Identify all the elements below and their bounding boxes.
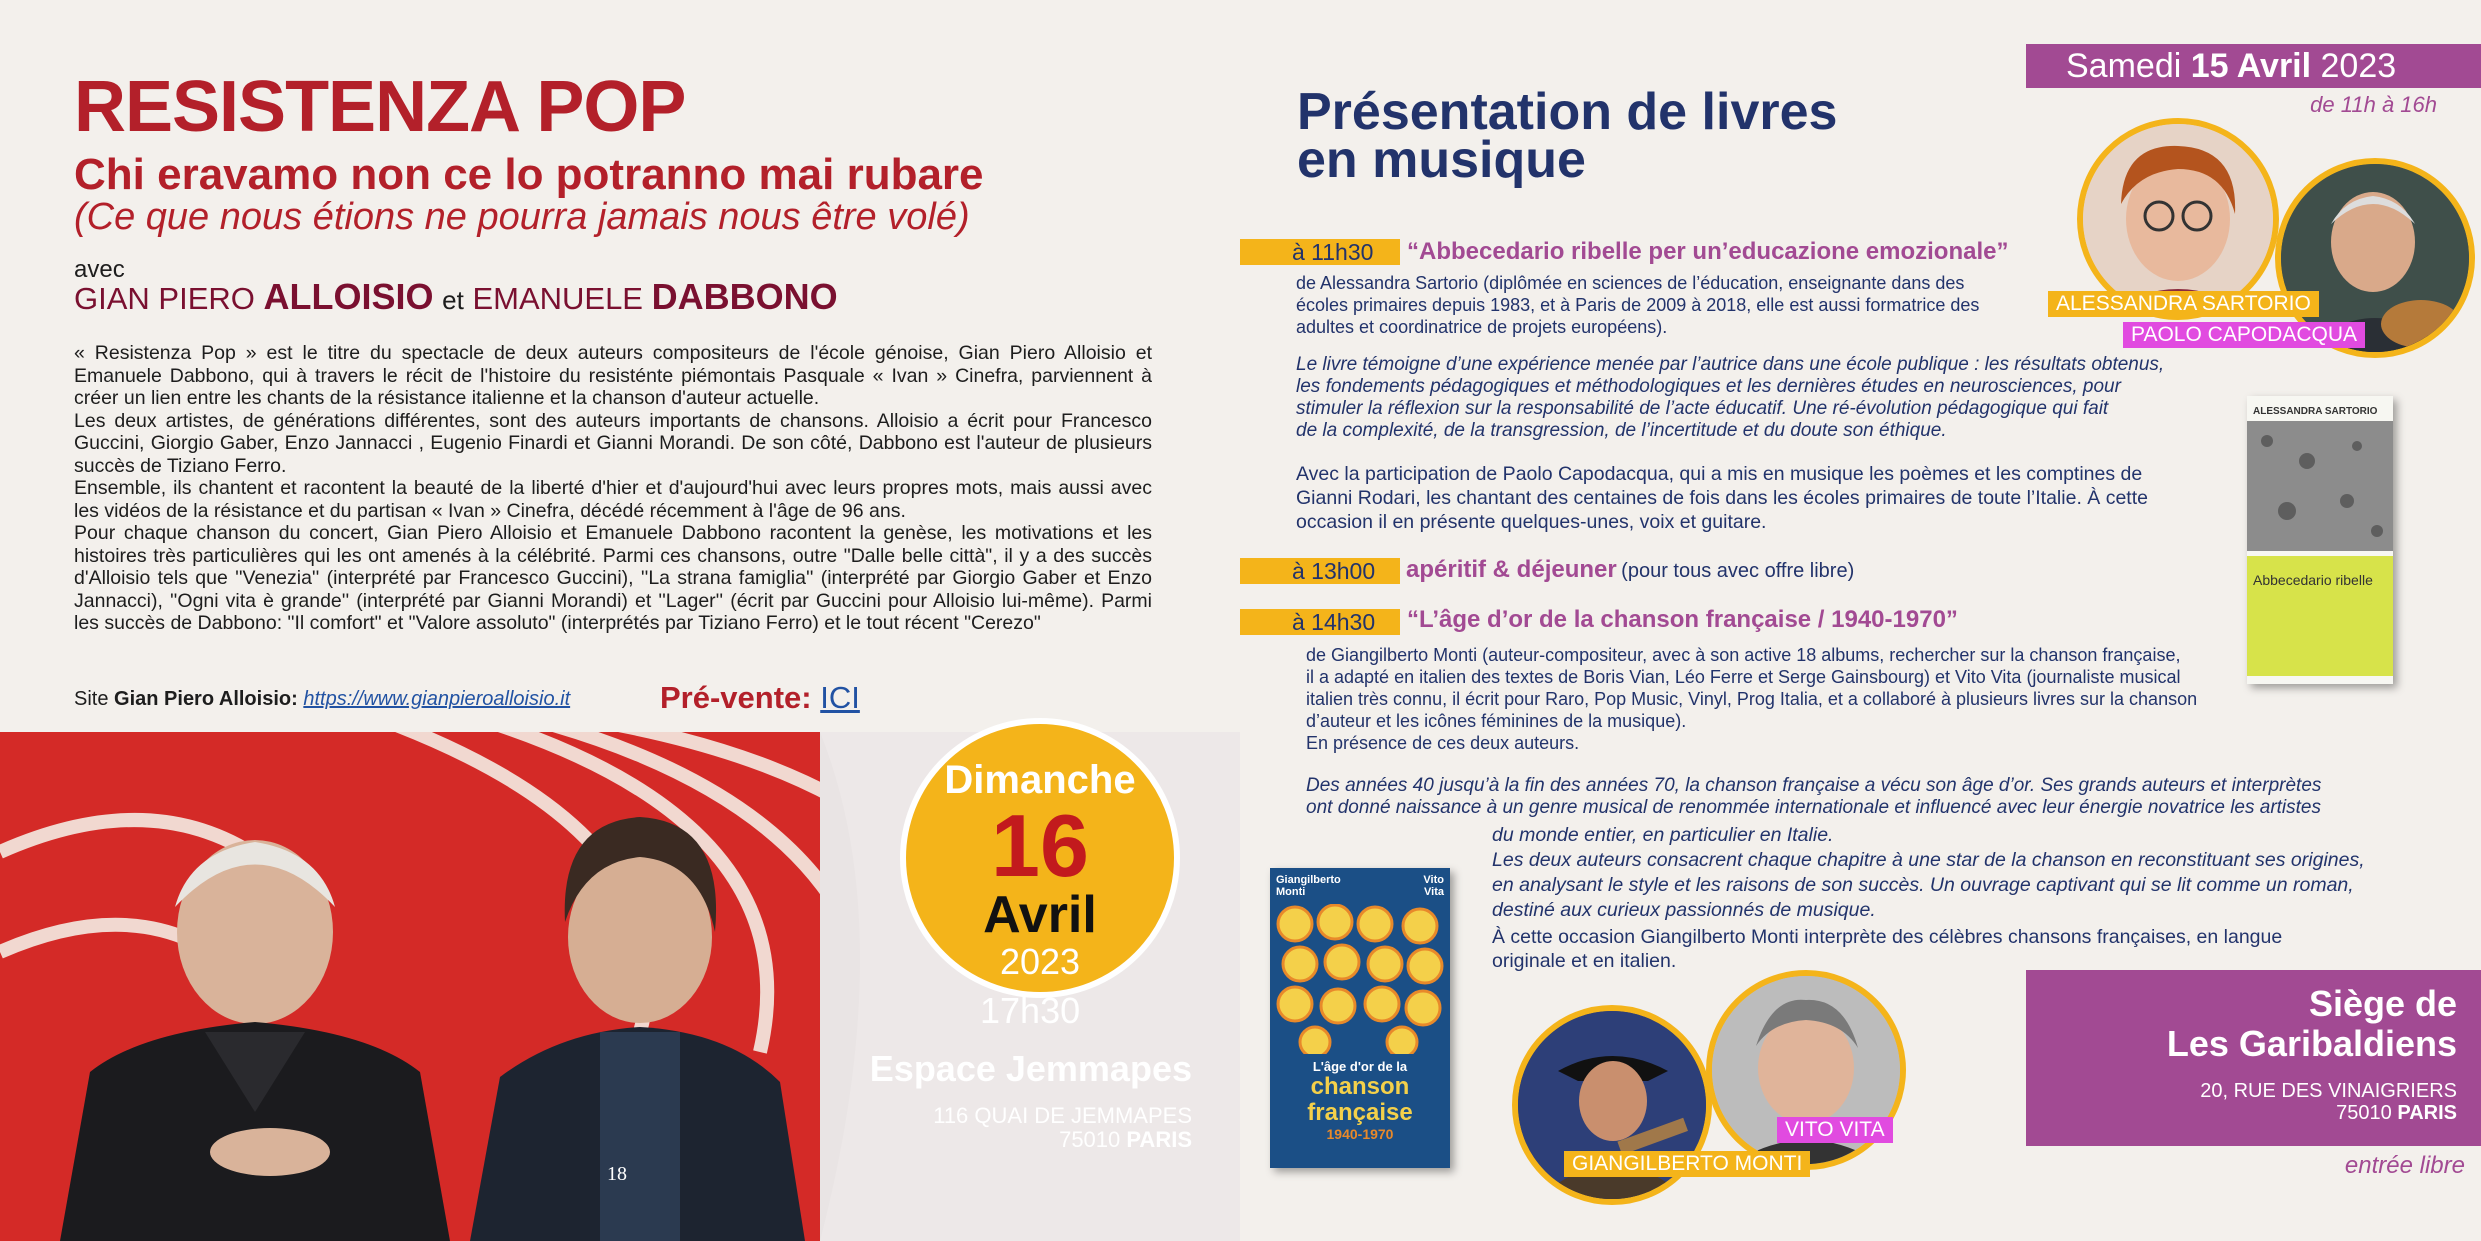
date-bar-year: 2023 bbox=[2320, 47, 2397, 85]
artist2-first: EMANUELE bbox=[472, 281, 643, 316]
slot1-description: de Alessandra Sartorio (diplômée en sciences de l’éducation, enseignante dans des écoles primaires depuis 1983, et à Paris de 2009 à 2018, elle est aussi formatrice des adultes et coordinatrice de projets européens). bbox=[1296, 273, 1980, 337]
tag-sartorio: ALESSANDRA SARTORIO bbox=[2048, 291, 2319, 317]
event-title: RESISTENZA POP bbox=[74, 67, 686, 147]
tag-monti: GIANGILBERTO MONTI bbox=[1564, 1151, 1810, 1177]
artist-et: et bbox=[442, 285, 464, 315]
date-bar-date: 15 Avril bbox=[2190, 47, 2312, 85]
right-page bbox=[1240, 0, 2481, 1241]
date-number: 16 bbox=[991, 796, 1089, 895]
slot-title-3: “L’âge d’or de la chanson française / 1940-1970” bbox=[1407, 606, 1958, 633]
book2-author-right: Vito Vita bbox=[1423, 874, 1444, 898]
date-badge bbox=[900, 718, 1180, 998]
venue-address bbox=[933, 1104, 1192, 1152]
venue-address-line1: 116 QUAI DE JEMMAPES bbox=[933, 1103, 1192, 1128]
prevente bbox=[660, 680, 860, 716]
body-paragraph: « Resistenza Pop » est le titre du spectacle de deux auteurs compositeurs de l'école génoise, Gian Piero Alloisio et Emanuele Dabbono, qui à travers le récit de l'histoire du resisténte piémontais Pasquale « Ivan » Cinefra, parviennent à créer un lien entre les chants de la résistance italienne et la chanson d'auteur actuelle. bbox=[74, 342, 1152, 409]
page-number: 18 bbox=[607, 1163, 627, 1185]
page-title: Présentation de livres en musique bbox=[1297, 83, 1838, 189]
event-subtitle: Chi eravamo non ce lo potranno mai rubare bbox=[74, 150, 984, 199]
slot3-summary-indented: du monde entier, en particulier en Italie. Les deux auteurs consacrent chaque chapitre à une star de la chanson en reconstituant ses origines, en analysant le style et les raisons de son succès. Un ouvrage captivant qui se lit comme un roman, destiné aux curieux passionnés de musique. bbox=[1492, 824, 2365, 921]
venue-name: Espace Jemmapes bbox=[869, 1048, 1192, 1089]
prevente-label: Pré-vente: bbox=[660, 680, 812, 715]
book2-title-top: L'âge d'or de la bbox=[1312, 1059, 1408, 1074]
slot1-participation: Avec la participation de Paolo Capodacqua, qui a mis en musique les poèmes et les comptines de Gianni Rodari, les chantant des centaines de fois dans les écoles primaires de toute l’Italie. À cette occasion il en présente quelques-unes, voix et guitare. bbox=[1296, 463, 2148, 533]
left-page bbox=[0, 0, 1240, 1241]
site-name: Gian Piero Alloisio: bbox=[114, 688, 298, 710]
date-bar-day: Samedi bbox=[2066, 47, 2182, 85]
book2-author-left: Giangilberto Monti bbox=[1276, 874, 1341, 898]
slot-time-1: à 11h30 bbox=[1240, 239, 1400, 265]
book-chanson-francaise bbox=[1270, 868, 1450, 1168]
site-line bbox=[74, 688, 570, 711]
avec-label: avec bbox=[74, 256, 125, 283]
artist1-last: ALLOISIO bbox=[263, 276, 434, 317]
body-paragraph: Ensemble, ils chantent et racontent la beauté de la liberté d'hier et d'aujourd'hui avec leurs propres mots, mais aussi avec les vidéos de la résistance et du partisan « Ivan » Cinefra, décédé récemment à l'âge de 96 ans. bbox=[74, 477, 1152, 522]
date-year: 2023 bbox=[999, 941, 1081, 982]
book1-cover-art bbox=[2247, 421, 2393, 551]
artists-line bbox=[74, 276, 838, 318]
tag-capodacqua: PAOLO CAPODACQUA bbox=[2123, 322, 2365, 348]
slot3-summary: Des années 40 jusqu’à la fin des années 70, la chanson française a vécu son âge d’or. Ses grands auteurs et interprètes ont donné naissance à un genre musical de renommée internationale et influencé avec leur énergie novatrice les artistes bbox=[1306, 775, 2322, 818]
venue-box bbox=[2026, 970, 2481, 1146]
slot2-note: (pour tous avec offre libre) bbox=[1621, 560, 1855, 582]
site-label: Site bbox=[74, 688, 109, 710]
slot-time-3: à 14h30 bbox=[1240, 609, 1400, 635]
slot3-description: de Giangilberto Monti (auteur-compositeur, avec à son active 18 albums, rechercher sur la chanson française, il a adapté en italien des textes de Boris Vian, Léo Ferre et Serge Gainsbourg) et Vito Vita (journaliste musical italien très connu, il écrit pour Raro, Pop Music, Vinyl, Prog Italia, et a collaboré à plusieurs livres sur la chanson d’auteur et les icônes féminines de la musique). En présence de ces deux auteurs. bbox=[1306, 645, 2198, 753]
date-bar bbox=[2026, 44, 2481, 88]
venue-address-line2: 75010 PARIS bbox=[1059, 1127, 1192, 1152]
prevente-link[interactable]: ICI bbox=[820, 680, 860, 715]
body-paragraph: Les deux artistes, de générations différentes, sont des auteurs importants de chansons. Alloisio a écrit pour Francesco Guccini, Giorgio Gaber, Enzo Jannacci , Eugenio Finardi et Gianni Morandi. De son côté, Dabbono est l'auteur de plusieurs succès de Tiziano Ferro. bbox=[74, 409, 1152, 477]
artist1-first: GIAN PIERO bbox=[74, 281, 255, 316]
event-subtitle-french: (Ce que nous étions ne pourra jamais nous être volé) bbox=[74, 196, 970, 238]
slot-time-2: à 13h00 bbox=[1240, 558, 1400, 584]
photo-sartorio bbox=[2077, 118, 2279, 320]
artist2-last: DABBONO bbox=[651, 276, 838, 317]
date-month: Avril bbox=[983, 886, 1097, 944]
venue-box-address: 20, RUE DES VINAIGRIERS 75010 PARIS bbox=[2200, 1080, 2457, 1124]
slot-title-1: “Abbecedario ribelle per un’educazione emozionale” bbox=[1407, 238, 2009, 265]
tag-vita: VITO VITA bbox=[1777, 1117, 1893, 1143]
entry-free: entrée libre bbox=[2344, 1152, 2465, 1179]
event-time: 17h30 bbox=[980, 990, 1081, 1031]
event-hours: de 11h à 16h bbox=[2310, 92, 2437, 117]
book2-years: 1940-1970 bbox=[1326, 1126, 1394, 1142]
slot3-occasion: À cette occasion Giangilberto Monti interprète des célèbres chansons françaises, en langue originale et en italien. bbox=[1492, 926, 2283, 972]
slot-title-2: apéritif & déjeuner bbox=[1406, 556, 1617, 583]
description-body bbox=[74, 342, 1152, 635]
slot2-line bbox=[1406, 556, 1854, 584]
slot1-summary: Le livre témoigne d’une expérience menée par l’autrice dans une école publique : les résultats obtenus, les fondements pédagogiques et méthodologiques et les dernières études en neurosciences, pour stimuler la réflexion sur la responsabilité de l’acte éducatif. Une ré-évolution pédagogique qui fait de la complexité, de la transgression, de l’incertitude et du doute son éthique. bbox=[1296, 354, 2165, 441]
body-paragraph: Pour chaque chanson du concert, Gian Piero Alloisio et Emanuele Dabbono racontent la genèse, les motivations et les histoires très particulières qui les ont amenés à la célébrité. Parmi ces chansons, outre "Dalle belle città", il y a des succès d'Alloisio tels que ''Venezia'' (interprété par Francesco Guccini), ''La strana famiglia'' (interprété par Giorgio Gaber et Enzo Jannacci), ''Ogni vita è grande'' (interprété par Gianni Morandi) et ''Lager'' (écrit par Guccini pour Alloisio lui-même). Parmi les succès de Dabbono: "Il comfort" et "Valore assoluto" (interprétés par Tiziano Ferro) et le tout récent "Cerezo" bbox=[74, 522, 1152, 634]
book2-title-main: chanson française bbox=[1307, 1073, 1413, 1126]
book1-author: ALESSANDRA SARTORIO bbox=[2253, 406, 2378, 417]
site-link[interactable]: https://www.gianpieroalloisio.it bbox=[303, 688, 571, 710]
book2-cover-art bbox=[1270, 904, 1450, 1054]
book1-title: Abbecedario ribelle bbox=[2247, 556, 2393, 676]
date-day: Dimanche bbox=[944, 758, 1136, 802]
book-abbecedario bbox=[2247, 396, 2393, 684]
venue-box-title: Siège de Les Garibaldiens bbox=[2166, 983, 2457, 1064]
